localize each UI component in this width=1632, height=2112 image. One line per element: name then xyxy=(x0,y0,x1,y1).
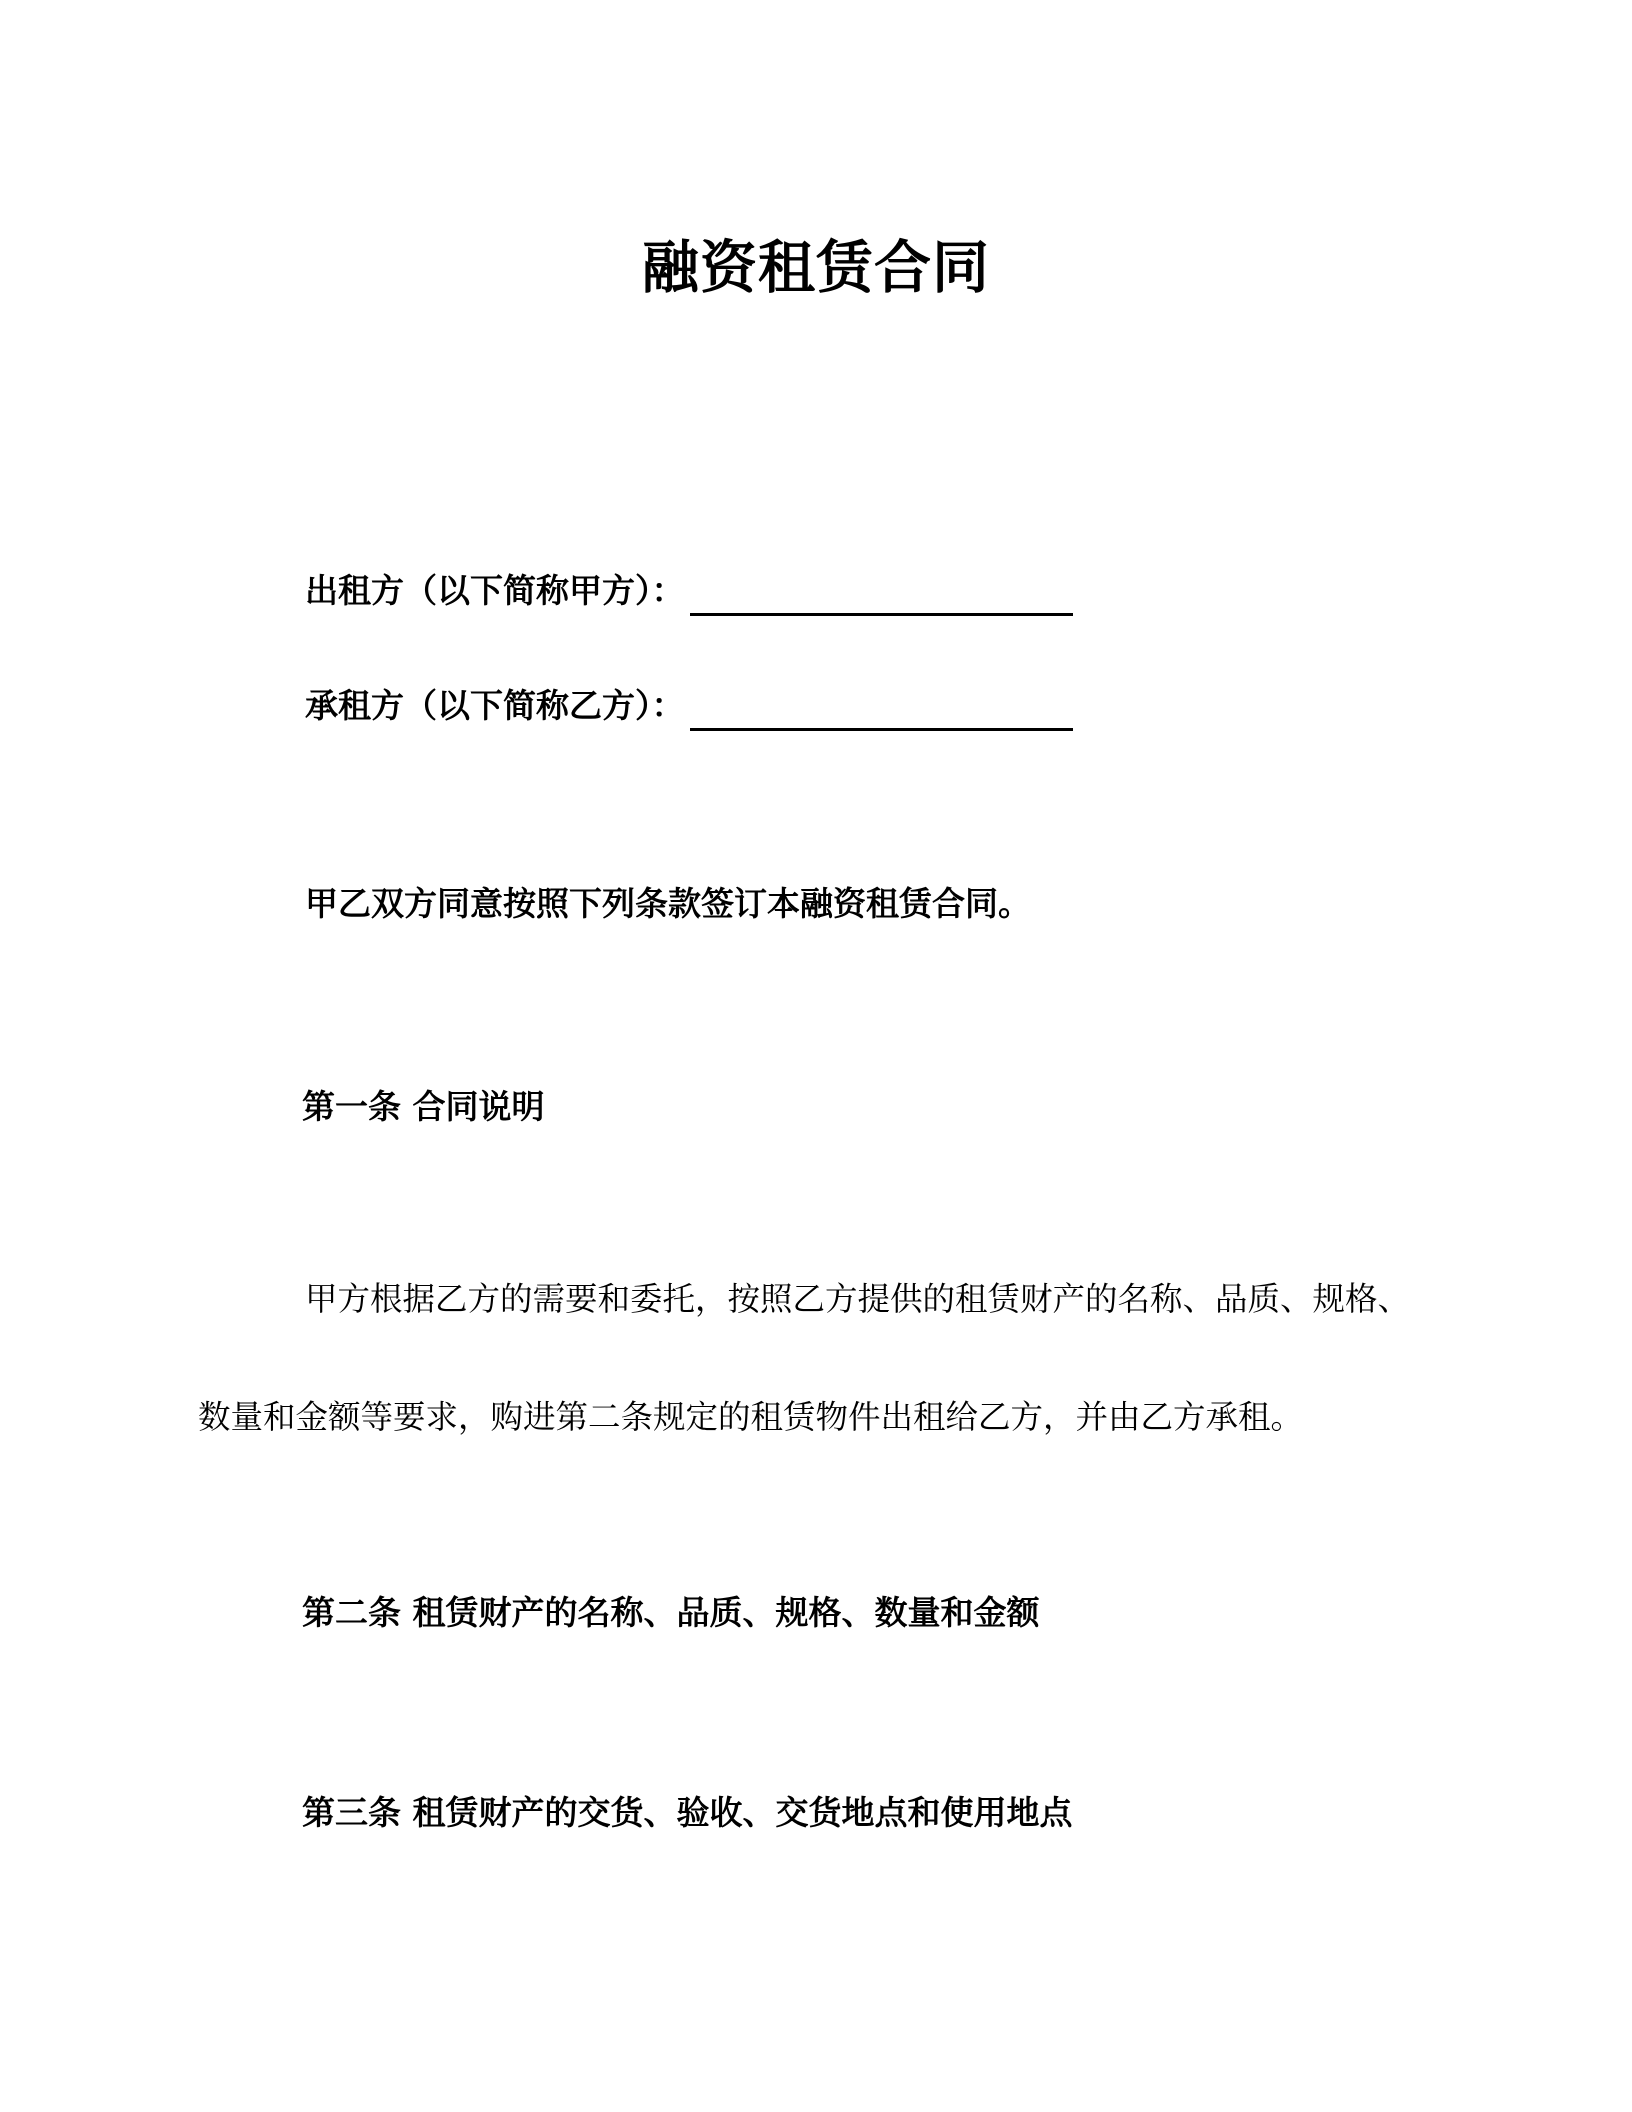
lessor-label: 出租方（以下简称甲方）： xyxy=(305,571,685,610)
article-2-heading: 第二条 租赁财产的名称、品质、规格、数量和金额 xyxy=(302,1593,1040,1632)
lessee-label: 承租方（以下简称乙方）： xyxy=(305,686,685,725)
article-1-paragraph-line-2: 数量和金额等要求，购进第二条规定的租赁物件出租给乙方，并由乙方承租。 xyxy=(198,1398,1304,1436)
lessee-fill-in-blank[interactable] xyxy=(690,728,1073,731)
lessor-fill-in-blank[interactable] xyxy=(690,613,1073,616)
article-1-paragraph-line-1: 甲方根据乙方的需要和委托，按照乙方提供的租赁财产的名称、品质、规格、 xyxy=(305,1280,1411,1318)
contract-title: 融资租赁合同 xyxy=(642,235,990,302)
article-3-heading: 第三条 租赁财产的交货、验收、交货地点和使用地点 xyxy=(302,1793,1073,1832)
preamble-text: 甲乙双方同意按照下列条款签订本融资租赁合同。 xyxy=(305,884,1031,923)
article-1-heading: 第一条 合同说明 xyxy=(302,1087,545,1126)
